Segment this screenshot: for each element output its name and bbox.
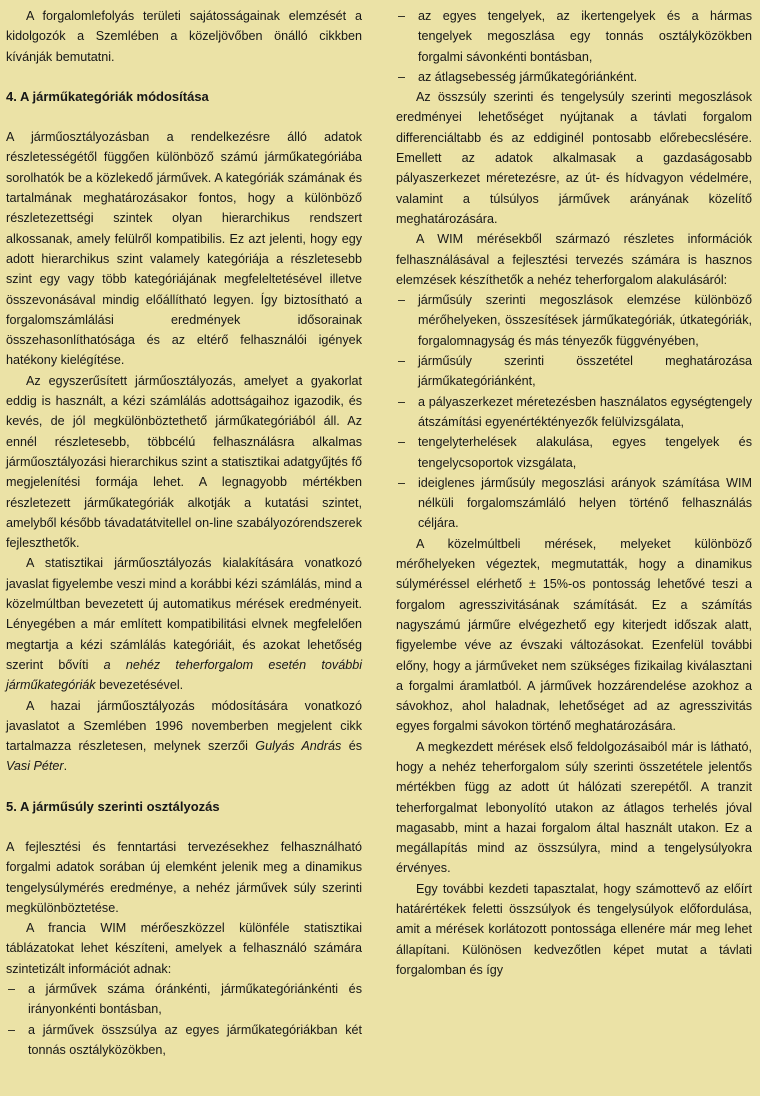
list-item: – a pályaszerkezet méretezésben használatos egységtengely átszámítási egyenértéktényezők felülvizsgálata,	[396, 392, 752, 433]
paragraph-wim-analysis: A WIM mérésekből származó részletes információk felhasználásával a fejlesztési tervezés számára is hasznos elemzések készíthetők a nehéz teherforgalom alakulásáról:	[396, 232, 752, 287]
text-run: bevezetésével.	[95, 678, 184, 693]
author-name: Vasi Péter	[6, 759, 64, 774]
list-item: – járműsúly szerinti megoszlások elemzése különböző mérőhelyeken, összesítések járműkategóriák, útkategóriák, forgalomnagyság és más tényezők függvényében,	[396, 290, 752, 351]
list-item: – az egyes tengelyek, az ikertengelyek és a hármas tengelyek megoszlása egy tonnás osztályközökben forgalmi sávonkénti bontásban,	[396, 6, 752, 67]
list-item: – ideiglenes járműsúly megoszlási arányok számítása WIM nélküli forgalomszámláló helyen történő felhasználás céljára.	[396, 473, 752, 534]
paragraph-vehicle-categories: A járműosztályozásban a rendelkezésre álló adatok részletességétől függően különböző számú járműkategóriába sorolhatók be a közlekedő járművek. A kategóriák számának és tartalmának meghatározásakor fontos, hogy a különböző részletezettségi szintek olyan hierarchikus rendszert alkossanak, amely felülről kompatibilis. Ez azt jelenti, hogy egy adott hierarchikus szint valamely kategóriája a részletesebb szint egy vagy több kategóriájának megfeleltetésével illetve összevonásával mindig előállítható legyen. Így biztosítható a forgalomszámlálási eredmények idősorainak összehasonlíthatósága és az eltérő felhasználói igények hatékony kielégítése.	[6, 130, 362, 368]
list-item: – a járművek összsúlya az egyes járműkategóriákban két tonnás osztályközökben,	[6, 1020, 362, 1061]
paragraph-simplified-classification: Az egyszerűsített járműosztályozás, amelyet a gyakorlat eddig is használt, a kézi számlálás adottságaihoz igazodik, és kevés, de jól megkülönböztethető járműkategóriából áll. Az ennél részletesebb, többcélú felhasználásra alkalmas járműosztályozási hierarchikus szint a statisztikai adatgyűjtés fő megjelenítési formája lehet. A legnagyobb mértékben részletezett járműkategóriák alkotják a kutatási szintet, amelyből később távadatátvitellel on-line szabályozórendszerek fejleszthetők.	[6, 373, 362, 551]
section-heading-5: 5. A járműsúly szerinti osztályozás	[6, 798, 220, 814]
section-gap	[6, 777, 362, 797]
list-item: – a járművek száma óránkénti, járműkategóriánkénti és irányonkénti bontásban,	[6, 979, 362, 1020]
paragraph-statistical-classification	[6, 553, 362, 695]
paragraph-further-experience: Egy további kezdeti tapasztalat, hogy számottevő az előírt határértékek feletti összsúlyok és tengelysúlyok előfordulása, amit a mérések korlátozott pontossága ellenére már meg lehet állapítani. Különösen kedvezőtlen képet mutat a távlati forgalomban és így	[396, 881, 752, 977]
author-name: Gulyás András	[255, 739, 342, 754]
dash-list	[6, 979, 362, 1060]
paragraph-wim-tables: A francia WIM mérőeszközzel különféle statisztikai táblázatokat lehet készíteni, amelyek a felhasználó számára szintetizált információt adnak:	[6, 921, 362, 976]
text-run: A hazai járműosztályozás módosítására vonatkozó javaslatot a Szemlében 1996 novemberben megjelent cikk tartalmazza részletesen, melynek szerzői	[6, 698, 362, 754]
emphasis-text: a nehéz teherforgalom esetén további járműkategóriák	[6, 657, 362, 693]
text-run: A statisztikai járműosztályozás kialakítására vonatkozó javaslat figyelembe veszi mind a korábbi kézi számlálás, mind a közelmúltban bevezetett új automatikus mérések eredményeit. Lényegében a már említett kompatibilitási elvnek megfelelően megtartja a kézi számlálás kategóriáit, és azokat lehetőség szerint bővíti	[6, 556, 362, 672]
paragraph-recent-measurements: A közelmúltbeli mérések, melyeket különböző mérőhelyeken végeztek, megmutatták, hogy a dinamikus súlyméréssel elérhető ± 15%-os pontosság lehetővé teszi a forgalom agresszivitásának számítását. Ez a számítás nagyszámú járműre elvégezhető egy kiterjedt időszak alatt, figyelembe véve az évszaki változásokat. Ezenfelül további előny, hogy a járműveket nem szükséges fizikailag kiválasztani a forgalmi áramlatból. A járművek hozzárendelése azokhoz a sávokhoz, ahol haladnak, lehetőséget ad az agresszivitás egyes forgalmi sávokon történő meghatározására.	[396, 536, 752, 734]
section-gap	[6, 107, 362, 127]
section-gap	[6, 817, 362, 837]
text-run: .	[63, 759, 68, 774]
right-column	[396, 6, 752, 980]
section-heading-4: 4. A járműkategóriák módosítása	[6, 88, 209, 104]
paragraph-weight-classification: A fejlesztési és fenntartási tervezésekhez felhasználható forgalmi adatok sorában új elemként jelenik meg a dinamikus tengelysúlymérés eredménye, a nehéz járművek súly szerinti megkülönböztetése.	[6, 839, 362, 915]
paragraph-first-processing: A megkezdett mérések első feldolgozásaiból már is látható, hogy a nehéz teherforgalom súly szerinti összetétele jelentős mértékben függ az adott út hálózati szerepétől. A tranzit teherforgalmat lebonyolító utakon az átlagos terhelés jóval magasabb, mint a hazai forgalom által használt utakon. Ez a megállapítás mind az összsúlyra, mind a tengelysúlyokra érvényes.	[396, 739, 752, 876]
left-column	[6, 6, 362, 1060]
paragraph-domestic-proposal	[6, 696, 362, 777]
section-gap	[6, 67, 362, 87]
text-run: és	[341, 739, 362, 754]
list-item: – járműsúly szerinti összetétel meghatározása járműkategóriánként,	[396, 351, 752, 392]
list-item: – az átlagsebesség járműkategóriánként.	[396, 67, 752, 87]
paragraph-distribution-results: Az összsúly szerinti és tengelysúly szerinti megoszlások eredményei lehetőséget nyújtanak a távlati forgalom differenciáltabb és az eddiginél pontosabb előrebecslésére. Emellett az adatok alkalmasak a gazdaságosabb pályaszerkezet méretezésre, az út- és hídvagyon védelmére, valamint a túlsúlyos járművek arányának közelítő meghatározására.	[396, 90, 752, 226]
list-item: – tengelyterhelések alakulása, egyes tengelyek és tengelycsoportok vizsgálata,	[396, 432, 752, 473]
dash-list	[396, 290, 752, 534]
dash-list	[396, 6, 752, 87]
paragraph-intro: A forgalomlefolyás területi sajátosságainak elemzését a kidolgozók a Szemlében a közeljövőben önálló cikkben kívánják bemutatni.	[6, 9, 362, 64]
